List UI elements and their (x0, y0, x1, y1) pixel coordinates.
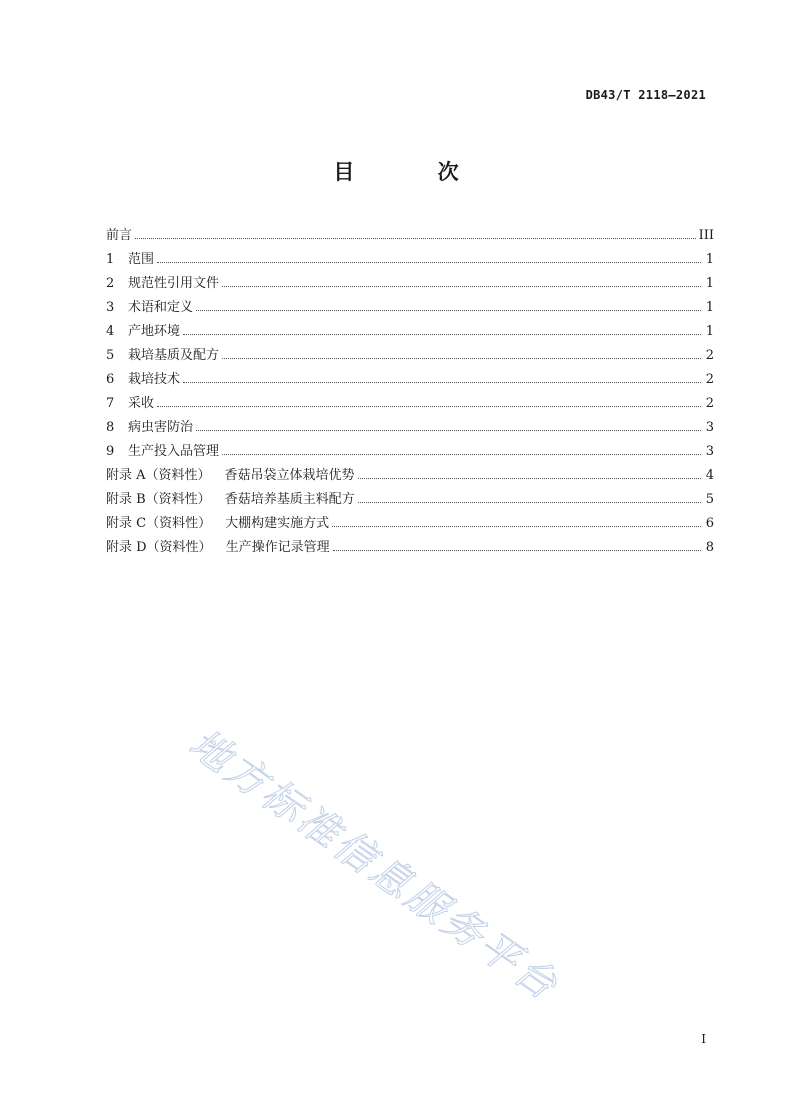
toc-entry-title: 规范性引用文件 (128, 276, 220, 291)
toc-entry-label (106, 320, 180, 339)
toc-entry-title: 范围 (128, 252, 155, 267)
toc-entry-page: 2 (705, 372, 714, 387)
toc-entry-label (106, 464, 355, 483)
toc-entry-label (106, 248, 154, 267)
toc-entry-number: 5 (106, 348, 115, 363)
toc-entry-number: 2 (106, 276, 115, 291)
toc-entry[interactable] (106, 536, 714, 560)
toc-entry-page: 1 (705, 252, 714, 267)
toc-entry-page: 2 (705, 396, 714, 411)
toc-entry-title: 香菇吊袋立体栽培优势 (224, 468, 355, 483)
toc-entry-page: 5 (705, 492, 714, 507)
toc-entry[interactable] (106, 248, 714, 272)
toc-entry-number: 1 (106, 252, 115, 267)
toc-leader-dots (196, 310, 701, 311)
toc-entry-label (106, 272, 219, 291)
toc-entry-page: 1 (705, 276, 714, 291)
toc-leader-dots (157, 406, 701, 407)
toc-leader-dots (183, 382, 701, 383)
toc-entry[interactable] (106, 296, 714, 320)
toc-entry-page: 8 (705, 540, 714, 555)
toc-entry-label (106, 392, 154, 411)
toc-entry-page: 2 (705, 348, 714, 363)
toc-leader-dots (222, 286, 701, 287)
toc-entry-title: 前言 (106, 228, 133, 243)
toc-entry[interactable] (106, 272, 714, 296)
toc-entry-page: 4 (705, 468, 714, 483)
toc-entry[interactable] (106, 440, 714, 464)
toc-entry-page: 1 (705, 324, 714, 339)
toc-leader-dots (196, 430, 701, 431)
toc-entry-label (106, 512, 329, 531)
toc-entry-label (106, 344, 219, 363)
toc-entry-number: 6 (106, 372, 115, 387)
toc-entry-title: 病虫害防治 (128, 420, 194, 435)
toc-entry-title: 栽培技术 (128, 372, 181, 387)
document-code: DB43/T 2118—2021 (585, 88, 706, 102)
toc-entry-number: 3 (106, 300, 115, 315)
toc-entry-number: 4 (106, 324, 115, 339)
toc-entry-number: 9 (106, 444, 115, 459)
toc-entry[interactable] (106, 320, 714, 344)
toc-entry[interactable] (106, 224, 714, 248)
toc-entry-page: 3 (705, 444, 714, 459)
toc-entry-title: 产地环境 (128, 324, 181, 339)
toc-entry[interactable] (106, 416, 714, 440)
toc-entry-page: III (698, 228, 714, 243)
toc-entry-label (106, 296, 193, 315)
toc-entry[interactable] (106, 344, 714, 368)
toc-entry-number: 8 (106, 420, 115, 435)
toc-leader-dots (358, 502, 701, 503)
toc-entry[interactable] (106, 488, 714, 512)
toc-leader-dots (333, 550, 701, 551)
toc-entry-title: 生产投入品管理 (128, 444, 220, 459)
toc-entry[interactable] (106, 512, 714, 536)
toc-entry-label (106, 368, 180, 387)
toc-entry-title: 栽培基质及配方 (128, 348, 220, 363)
toc-leader-dots (157, 262, 701, 263)
toc-entry[interactable] (106, 464, 714, 488)
toc-appendix-prefix: 附录 C（资料性） (106, 516, 212, 531)
toc-entry-page: 3 (705, 420, 714, 435)
toc-appendix-prefix: 附录 A（资料性） (106, 468, 211, 483)
toc-entry-page: 6 (705, 516, 714, 531)
toc-leader-dots (358, 478, 701, 479)
page-number: I (701, 1032, 706, 1046)
toc-entry-page: 1 (705, 300, 714, 315)
toc-entry-title: 香菇培养基质主料配方 (224, 492, 355, 507)
toc-entry-label (106, 440, 219, 459)
toc-entry-title: 采收 (128, 396, 155, 411)
toc-entry-title: 大棚构建实施方式 (225, 516, 330, 531)
toc-entry-title: 生产操作记录管理 (225, 540, 330, 555)
page-title: 目 次 (333, 160, 497, 184)
toc-entry[interactable] (106, 368, 714, 392)
watermark: 地方标准信息服务平台 (180, 720, 568, 1011)
toc-leader-dots (222, 358, 701, 359)
toc-entry-title: 术语和定义 (128, 300, 194, 315)
toc-entry-label (106, 416, 193, 435)
table-of-contents (106, 224, 714, 560)
toc-entry-label (106, 536, 330, 555)
toc-appendix-prefix: 附录 B（资料性） (106, 492, 211, 507)
toc-entry-label (106, 224, 132, 243)
toc-entry-number: 7 (106, 396, 115, 411)
toc-leader-dots (332, 526, 701, 527)
toc-entry-label (106, 488, 355, 507)
toc-entry[interactable] (106, 392, 714, 416)
toc-leader-dots (135, 238, 696, 239)
toc-appendix-prefix: 附录 D（资料性） (106, 540, 212, 555)
toc-leader-dots (183, 334, 701, 335)
toc-leader-dots (222, 454, 701, 455)
